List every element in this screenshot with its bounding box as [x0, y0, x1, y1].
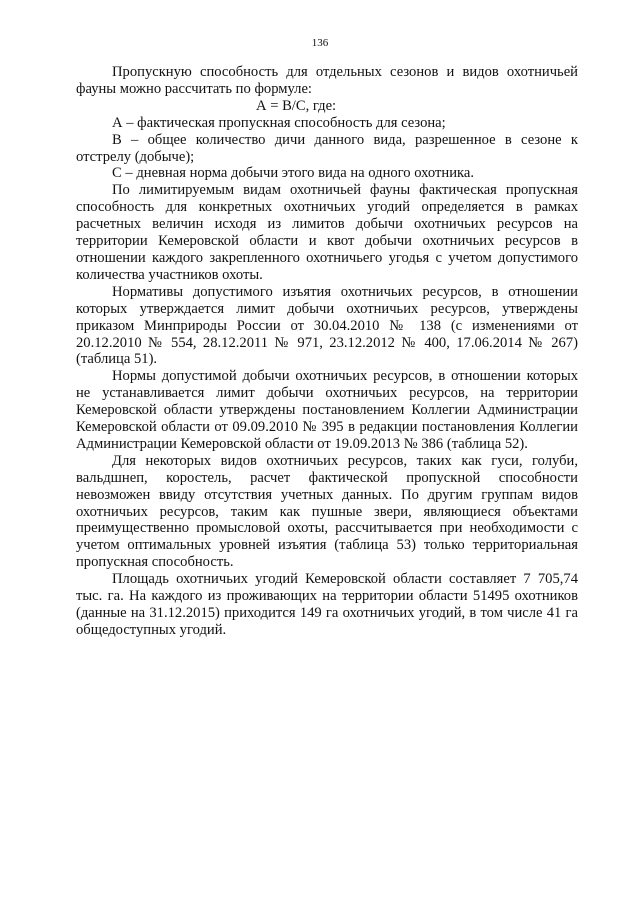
definition-a: А – фактическая пропускная способность для сезона;: [112, 114, 446, 131]
paragraph-area: Площадь охотничьих угодий Кемеровской области составляет 7 705,74 тыс. га. На каждого из проживающих на территории области 51495 охотников (данные на 31.12.2015) приходится 149 га охотничьих угодий, в том числе 41 га общедоступных угодий.: [76, 571, 578, 638]
definition-b: В – общее количество дичи данного вида, разрешенное в сезоне к отстрелу (добыче);: [76, 131, 578, 165]
paragraph-other-species: Для некоторых видов охотничьих ресурсов, таких как гуси, голуби, вальдшнеп, коростель, расчет фактической пропускной способности невозможен ввиду отсутствия учетных данных. По другим группам видов охотничьих ресурсов, таким как пушные звери, являющиеся объектами преимущественно промысловой охоты, рассчитывается при необходимости с учетом оптимальных уровней изъятия (таблица 53) только территориальная пропускная способность.: [76, 452, 578, 571]
page-number: 136: [311, 37, 329, 49]
paragraph-limited-species: По лимитируемым видам охотничьей фауны фактическая пропускная способность для конкретных охотничьих угодий определяется в рамках расчетных величин исходя из лимитов добычи охотничьих ресурсов на территории Кемеровской области и квот добычи охотничьих ресурсов в отношении каждого закрепленного охотничьего угодья с учетом допустимого количества участников охоты.: [76, 182, 578, 283]
paragraph-normatives: Нормативы допустимого изъятия охотничьих ресурсов, в отношении которых утверждается лимит добычи охотничьих ресурсов, утверждены приказом Минприроды России от 30.04.2010 № 138 (с изменениями от 20.12.2010 № 554, 28.12.2011 № 971, 23.12.2012 № 400, 17.06.2014 № 267) (таблица 51).: [76, 283, 578, 368]
paragraph-norms: Нормы допустимой добычи охотничьих ресурсов, в отношении которых не устанавливается лимит добычи охотничьих ресурсов, на территории Кемеровской области утверждены постановлением Коллегии Администрации Кемеровской области от 09.09.2010 № 395 в редакции постановления Коллегии Администрации Кемеровской области от 19.09.2013 № 386 (таблица 52).: [76, 368, 578, 452]
formula: А = В/С, где:: [256, 97, 337, 114]
body-text: [76, 64, 578, 639]
paragraph-intro: Пропускную способность для отдельных сезонов и видов охотничьей фауны можно рассчитать по формуле:: [76, 64, 578, 97]
definition-c: С – дневная норма добычи этого вида на одного охотника.: [112, 165, 475, 182]
